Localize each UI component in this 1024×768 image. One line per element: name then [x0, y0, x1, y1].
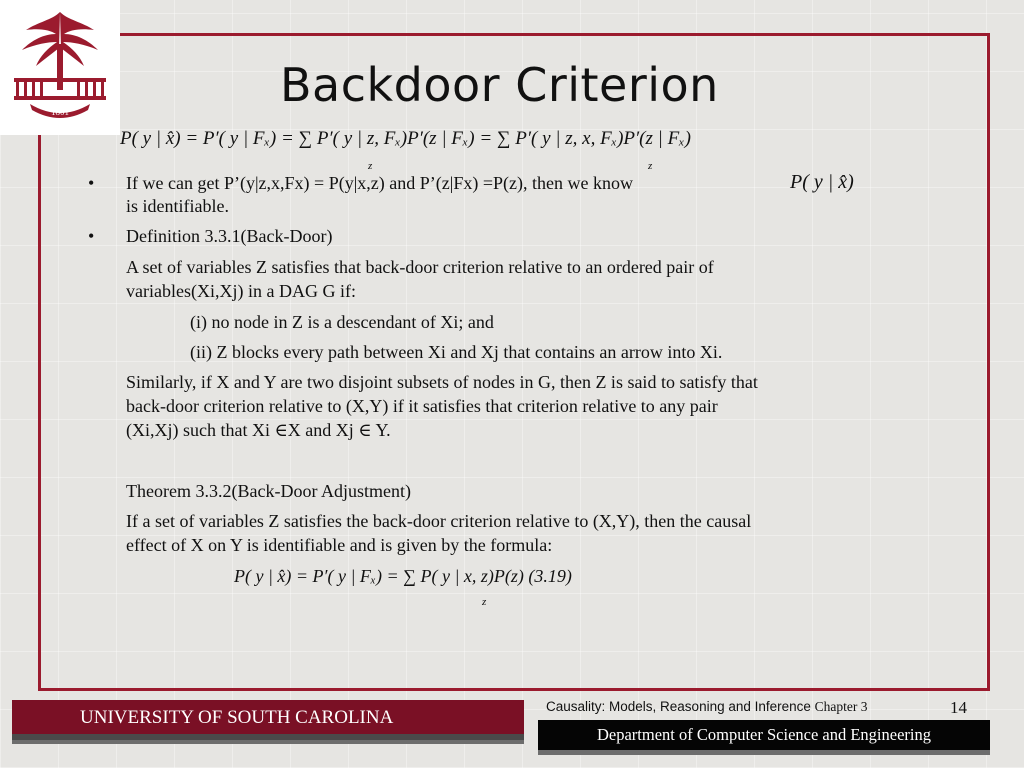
equation-bottom-text: P( y | x̂) = P′( y | Fₓ) = ∑ P( y | x, z)P(z) (3.19)	[234, 566, 572, 586]
similarly-line-2: back-door criterion relative to (X,Y) if it satisfies that criterion relative to any pair	[126, 396, 718, 416]
equation-bottom	[234, 566, 572, 608]
sum-index-bottom: z	[482, 596, 487, 608]
condition-1: (i) no node in Z is a descendant of Xi; and	[190, 312, 494, 332]
sum-index-1: z	[368, 160, 373, 172]
equation-top-text: P( y | x̂) = P′( y | Fₓ) = ∑ P′( y | z, Fₓ)P′(z | Fₓ) = ∑ P′( y | z, x, Fₓ)P′(z | Fₓ)	[120, 128, 691, 149]
bullet-1-line1: If we can get P’(y|z,x,Fx) = P(y|x,z) and P’(z|Fx) =P(z), then we know	[126, 173, 633, 193]
bullet-2-marker: •	[88, 226, 95, 246]
definition-line-1: A set of variables Z satisfies that back-door criterion relative to an ordered pair of	[126, 257, 714, 277]
source-title: Causality: Models, Reasoning and Inference	[546, 699, 811, 714]
inline-expression: P( y | x̂)	[790, 171, 854, 193]
source-chapter: Chapter 3	[814, 699, 868, 714]
definition-line-2: variables(Xi,Xj) in a DAG G if:	[126, 281, 356, 301]
university-logo	[0, 0, 120, 135]
similarly-line-1: Similarly, if X and Y are two disjoint subsets of nodes in G, then Z is said to satisfy that	[126, 372, 758, 392]
condition-2: (ii) Z blocks every path between Xi and Xj that contains an arrow into Xi.	[190, 342, 723, 362]
footer-university-banner	[12, 700, 524, 740]
similarly-line-3: (Xi,Xj) such that Xi ∈X and Xj ∈ Y.	[126, 420, 391, 440]
equation-top	[120, 128, 691, 172]
theorem-line-2: effect of X on Y is identifiable and is given by the formula:	[126, 535, 553, 555]
footer-source	[546, 699, 868, 715]
page-number: 14	[950, 698, 967, 717]
bullet-1-marker: •	[88, 173, 95, 193]
bullet-2-line1: Definition 3.3.1(Back-Door)	[126, 226, 333, 246]
department-name: Department of Computer Science and Engineering	[596, 725, 931, 744]
theorem-title: Theorem 3.3.2(Back-Door Adjustment)	[126, 481, 411, 501]
slide-title: Backdoor Criterion	[280, 58, 719, 112]
svg-text:1801: 1801	[51, 107, 69, 117]
theorem-line-1: If a set of variables Z satisfies the back-door criterion relative to (X,Y), then the causal	[126, 511, 752, 531]
palmetto-logo-icon	[0, 0, 120, 135]
sum-index-2: z	[648, 160, 653, 172]
university-name: UNIVERSITY OF SOUTH CAROLINA	[80, 707, 394, 728]
footer-department-banner	[538, 720, 990, 750]
bullet-1-line2: is identifiable.	[126, 196, 229, 216]
